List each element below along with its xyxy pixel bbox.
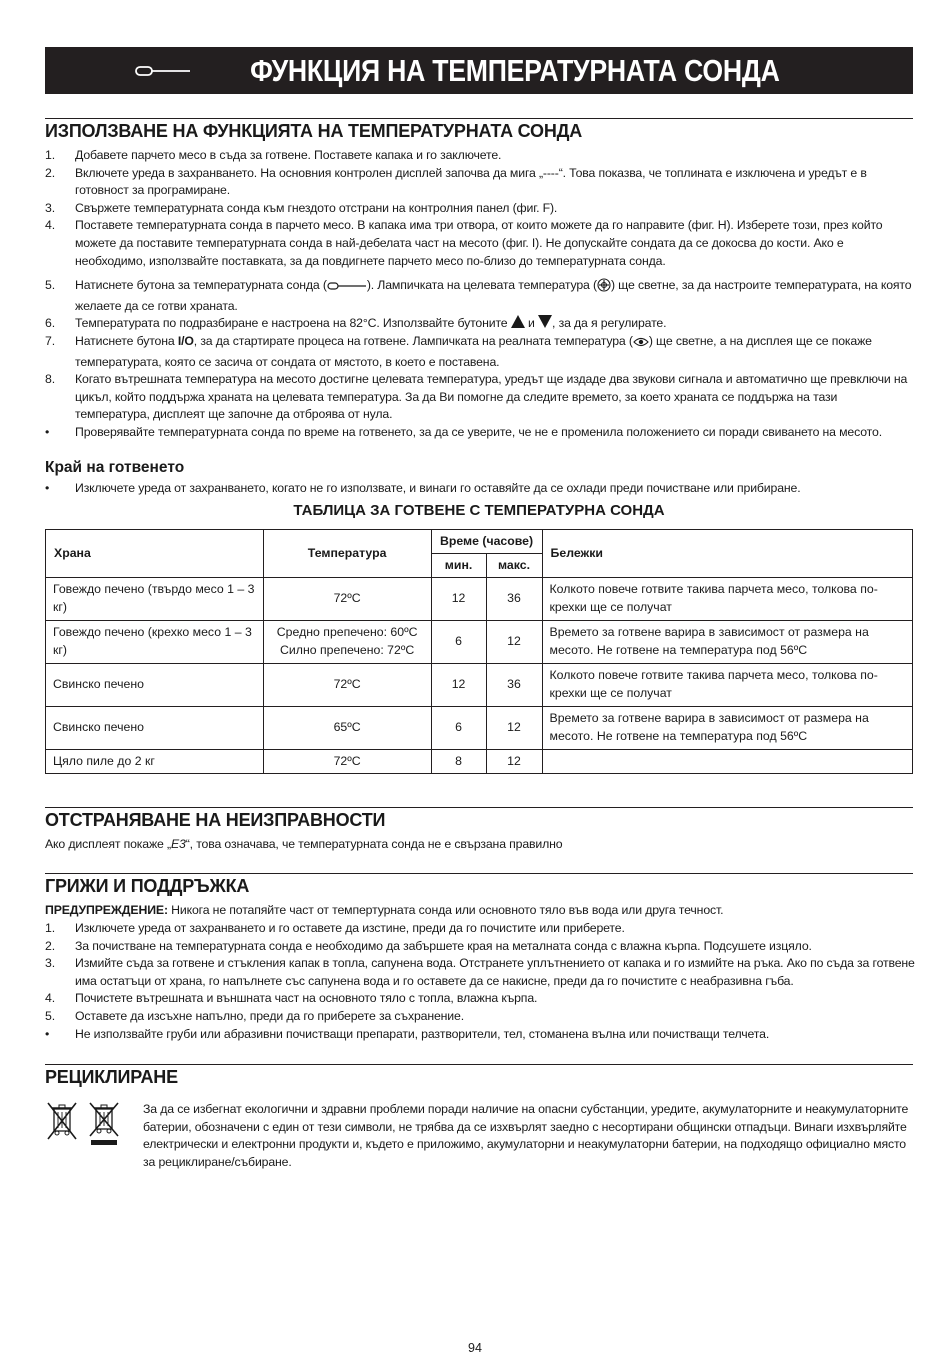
list-item: • Не използвайте груби или абразивни почистващи препарати, разтворители, тел, стоманена вълна или почистващи телчета. bbox=[45, 1026, 770, 1041]
column-header-max: макс. bbox=[486, 554, 542, 578]
troubleshooting-heading: ОТСТРАНЯВАНЕ НА НЕИЗПРАВНОСТИ bbox=[45, 810, 386, 830]
cell-notes: Колкото повече готвите такива парчета месо, толкова по-крехки ще се получат bbox=[542, 664, 912, 707]
cell-temperature: Средно препечено: 60ºC Силно препечено: 72ºC bbox=[263, 621, 431, 664]
cell-food: Свинско печено bbox=[46, 707, 264, 750]
cell-min: 6 bbox=[431, 621, 486, 664]
troubleshooting-text: Ако дисплеят покаже „E3“, това означава, че температурната сонда не е свързана правилно bbox=[45, 837, 563, 851]
table-row bbox=[46, 707, 913, 750]
eye-icon bbox=[633, 336, 649, 354]
table-row bbox=[46, 621, 913, 664]
cell-min: 12 bbox=[431, 664, 486, 707]
recycling-text: За да се избегнат екологични и здравни проблеми поради наличие на опасни субстанции, уредите, акумулаторните и неакумулаторните батерии, обозначени с един от тези символи, не трябва да се изхвърлят заедно с несортирани общински отпадъци. Винаги изхвърляйте електрически и електронни продукти и, където е приложимо, акумулаторни и неакумулаторни батерии, на подходящо официално място за рециклиране/събиране. bbox=[143, 1102, 909, 1169]
cell-notes: Колкото повече готвите такива парчета месо, толкова по-крехки ще се получат bbox=[542, 578, 912, 621]
care-heading: ГРИЖИ И ПОДДРЪЖКА bbox=[45, 876, 250, 896]
usage-steps bbox=[45, 147, 915, 442]
error-code: E3 bbox=[170, 837, 186, 851]
cell-min: 6 bbox=[431, 707, 486, 750]
cell-min: 12 bbox=[431, 578, 486, 621]
cell-min: 8 bbox=[431, 750, 486, 774]
table-row bbox=[46, 750, 913, 774]
list-item: • Изключете уреда от захранването, когато не го използвате, и винаги го оставяйте да се охлади преди почистване или прибиране. bbox=[45, 481, 801, 495]
recycling-heading: РЕЦИКЛИРАНЕ bbox=[45, 1067, 178, 1087]
cell-notes bbox=[542, 750, 912, 774]
section-divider bbox=[45, 1064, 913, 1065]
cell-temperature: 72ºC bbox=[263, 664, 431, 707]
cell-temperature: 65ºC bbox=[263, 707, 431, 750]
page-title: ФУНКЦИЯ НА ТЕМПЕРАТУРНАТА СОНДА bbox=[250, 52, 780, 88]
column-header-temperature: Температура bbox=[263, 530, 431, 578]
end-of-cooking-heading: Край на готвенето bbox=[45, 459, 185, 476]
arrow-down-icon bbox=[538, 315, 552, 328]
list-item: 3. Свържете температурната сонда към гнездото отстрани на контролния панел (фиг. F). bbox=[45, 200, 558, 215]
page-title-bar bbox=[45, 47, 913, 94]
column-header-time: Време (часове) bbox=[431, 530, 542, 554]
column-header-food: Храна bbox=[46, 530, 264, 578]
cell-max: 36 bbox=[486, 578, 542, 621]
list-item: 1. Изключете уреда от захранването и го оставете да изстине, преди да го почистите или приберете. bbox=[45, 921, 625, 935]
cell-food: Говеждо печено (твърдо месо 1 – 3 кг) bbox=[46, 578, 264, 621]
cell-max: 12 bbox=[486, 707, 542, 750]
cell-food: Свинско печено bbox=[46, 664, 264, 707]
cell-max: 12 bbox=[486, 621, 542, 664]
section-divider bbox=[45, 118, 913, 119]
list-item: 6. Температурата по подразбиране е настроена на 82°C. Използвайте бутоните и , за да я регулирате. bbox=[45, 316, 667, 331]
column-header-min: мин. bbox=[431, 554, 486, 578]
crossed-bin-icon bbox=[45, 1100, 79, 1146]
crossed-bin-bar-icon bbox=[87, 1100, 121, 1146]
list-item: 2. За почистване на температурната сонда е необходимо да забършете края на металната сонда с влажна кърпа. Подсушете изцяло. bbox=[45, 938, 812, 953]
table-row bbox=[46, 578, 913, 621]
arrow-up-icon bbox=[511, 315, 525, 328]
care-warning: ПРЕДУПРЕЖДЕНИЕ: Никога не потапяйте част от темпертурната сонда или основното тяло във вода или друга течност. bbox=[45, 903, 724, 917]
column-header-notes: Бележки bbox=[542, 530, 912, 578]
cell-temperature: 72ºC bbox=[263, 750, 431, 774]
cell-food: Говеждо печено (крехко месо 1 – 3 кг) bbox=[46, 621, 264, 664]
list-item: 4. Почистете вътрешната и външната част на основното тяло с топла, влажна кърпа. bbox=[45, 991, 538, 1006]
recycling-symbols bbox=[45, 1100, 121, 1146]
list-item: 2. Включете уреда в захранването. На основния контролен дисплей започва да мига „----“. Това показва, че топлината е изключена и уредът е в готовност за програмиране. bbox=[45, 165, 867, 198]
list-item: 5. Оставете да изсъхне напълно, преди да го приберете за съхранение. bbox=[45, 1008, 464, 1023]
cell-temperature: 72ºC bbox=[263, 578, 431, 621]
warning-label: ПРЕДУПРЕЖДЕНИЕ: bbox=[45, 903, 168, 917]
temperature-probe-icon bbox=[327, 280, 367, 298]
list-item: 7. Натиснете бутона I/O, за да стартирате процеса на готвене. Лампичката на реалната температура ( ) ще светне, а на дисплея ще се покаже температурата, която се засича от сондата от мястото, в което е поставена. bbox=[45, 333, 872, 369]
page-number: 94 bbox=[468, 1341, 482, 1355]
list-item: 4. Поставете температурната сонда в парчето месо. В капака има три отвора, от които можете да го направите (фиг. H). Изберете този, през който можете да поставите температурната сонда в най-дебелата част на месото (фиг. I). Не допускайте сондата да се докосва до кости. Ако е необходимо, използвайте поставката, за да повдигнете парчето месо по-близо до температурната сонда. bbox=[45, 218, 883, 268]
care-steps bbox=[45, 920, 915, 1043]
table-row bbox=[46, 664, 913, 707]
list-item: 8. Когато вътрешната температура на месото достигне целевата температура, уредът ще издаде два звукови сигнала и автоматично ще превключи на цикъл, който поддържа храната на целевата температура. За да Ви помогне да следите времето, за което храната се поддържа на тази температура, дисплеят ще започне да отброява от нула. bbox=[45, 372, 908, 422]
usage-heading: ИЗПОЛЗВАНЕ НА ФУНКЦИЯТА НА ТЕМПЕРАТУРНАТА СОНДА bbox=[45, 121, 583, 141]
target-temperature-icon bbox=[597, 278, 611, 298]
cell-food: Цяло пиле до 2 кг bbox=[46, 750, 264, 774]
cooking-table bbox=[45, 529, 913, 774]
cell-notes: Времето за готвене варира в зависимост от размера на месото. Не готвене на температура под 56ºC bbox=[542, 707, 912, 750]
list-item: 1. Добавете парчето месо в съда за готвене. Поставете капака и го заключете. bbox=[45, 148, 502, 162]
cell-max: 12 bbox=[486, 750, 542, 774]
list-item: 3. Измийте съда за готвене и стъкления капак в топла, сапунена вода. Отстранете уплътнението от капака и го измийте на ръка. Ако по съда за готвене има остатъци от храна, го напълнете със сапунена вода и го оставете да се накисне, преди да го почистите с неабразивна гъба. bbox=[45, 956, 915, 988]
temperature-probe-icon bbox=[135, 63, 191, 79]
section-divider bbox=[45, 873, 913, 874]
table-title: ТАБЛИЦА ЗА ГОТВЕНЕ С ТЕМПЕРАТУРНА СОНДА bbox=[293, 502, 665, 519]
list-item: • Проверявайте температурната сонда по време на готвенето, за да се уверите, че не е променила положението си поради свиването на месото. bbox=[45, 424, 882, 439]
list-item: 5. Натиснете бутона за температурната сонда ( ). Лампичката на целевата температура ( ) ще светне, за да настроите температурата, на която желаете да се готви храната. bbox=[45, 278, 912, 313]
cell-max: 36 bbox=[486, 664, 542, 707]
section-divider bbox=[45, 807, 913, 808]
end-of-cooking-list bbox=[45, 480, 915, 498]
cell-notes: Времето за готвене варира в зависимост от размера на месото. Не готвене на температура под 56ºC bbox=[542, 621, 912, 664]
